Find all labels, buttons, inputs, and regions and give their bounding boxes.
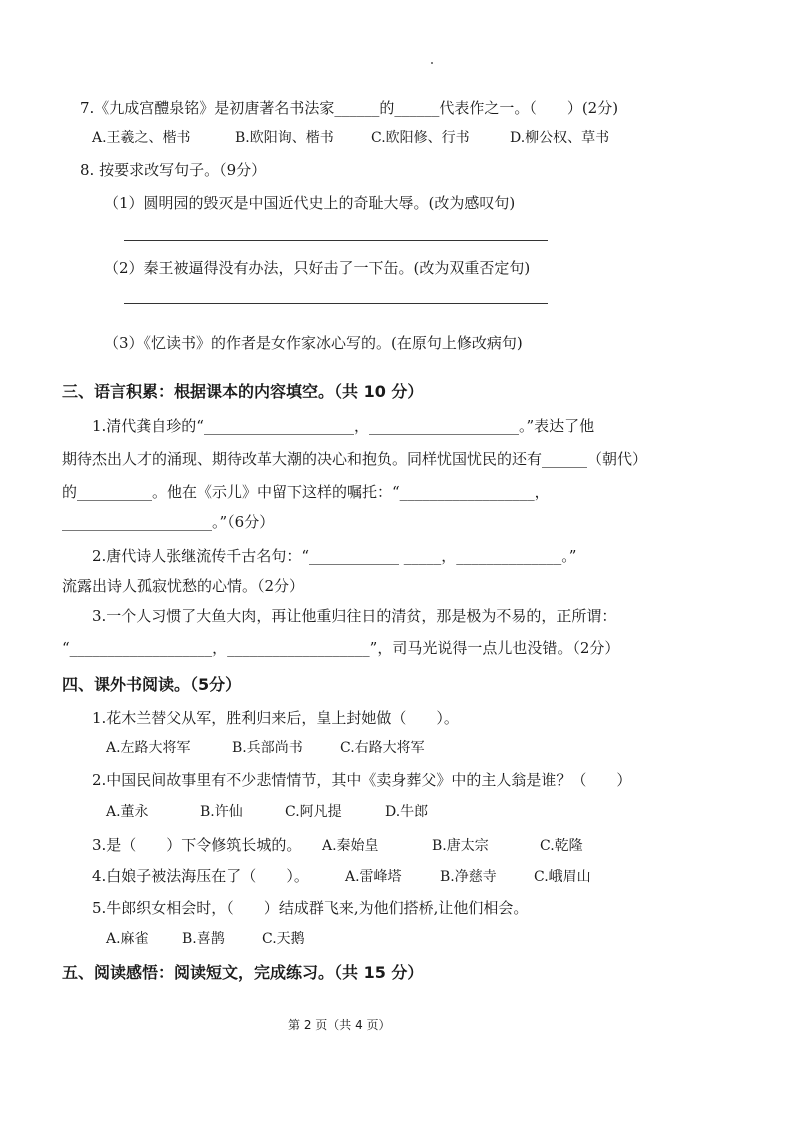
s4-q5-option-b: B.喜鹊 (182, 931, 225, 947)
q7-option-b: B.欧阳询、楷书 (235, 130, 334, 146)
s3-q2-line-2: 流露出诗人孤寂忧愁的心情。（2分） (62, 577, 305, 595)
s3-q1-line-4: ____________________。”（6分） (62, 513, 275, 531)
section-3-heading: 三、语言积累：根据课本的内容填空。（共 10 分） (62, 382, 424, 401)
s3-q3-line-2: “___________________，___________________”，司马光说得一点儿也没错。（2分） (62, 639, 620, 657)
s4-q4-option-b: B.净慈寺 (440, 869, 497, 885)
q8-item-1: （1）圆明园的毁灭是中国近代史上的奇耻大辱。(改为感叹句) (104, 194, 516, 212)
s4-q1-stem: 1.花木兰替父从军，胜利归来后，皇上封她做（ ）。 (92, 709, 459, 727)
q7-option-d: D.柳公权、草书 (510, 130, 610, 146)
q8-item-2: （2）秦王被逼得没有办法，只好击了一下缶。(改为双重否定句) (104, 259, 531, 277)
s4-q3-option-c: C.乾隆 (540, 838, 583, 854)
q8-stem: 8. 按要求改写句子。（9分） (80, 161, 267, 179)
s4-q5-option-a: A.麻雀 (106, 931, 149, 947)
s4-q2-option-c: C.阿凡提 (285, 804, 342, 820)
s4-q2-option-d: D.牛郎 (385, 804, 429, 820)
scan-speck (431, 62, 433, 64)
q7-option-c: C.欧阳修、行书 (371, 130, 470, 146)
s4-q2-option-a: A.董永 (106, 804, 149, 820)
s3-q1-line-1: 1.清代龚自珍的“____________________，____________________。”表达了他 (92, 417, 595, 435)
s3-q3-line-1: 3.一个人习惯了大鱼大肉，再让他重归往日的清贫，那是极为不易的，正所谓： (92, 607, 617, 625)
q8-answer-line-2[interactable] (124, 303, 548, 304)
page-footer: 第 2 页（共 4 页） (288, 1018, 391, 1032)
s4-q1-option-a: A.左路大将军 (106, 740, 191, 756)
q7-stem: 7.《九成宫醴泉铭》是初唐著名书法家______的______代表作之一。（ ）(2分) (80, 99, 619, 117)
s3-q2-line-1: 2.唐代诗人张继流传千古名句：“____________ _____，______________。” (92, 547, 577, 565)
q8-answer-line-1[interactable] (124, 240, 548, 241)
section-5-heading: 五、阅读感悟：阅读短文，完成练习。（共 15 分） (62, 963, 424, 982)
s4-q1-option-b: B.兵部尚书 (232, 740, 303, 756)
s4-q2-option-b: B.许仙 (200, 804, 243, 820)
q8-item-3: （3）《忆读书》的作者是女作家冰心写的。(在原句上修改病句) (104, 334, 523, 352)
s4-q3-option-b: B.唐太宗 (432, 838, 489, 854)
s4-q4-option-a: A.雷峰塔 (345, 869, 402, 885)
s4-q4-option-c: C.峨眉山 (534, 869, 591, 885)
s4-q5-option-c: C.天鹅 (262, 931, 305, 947)
q7-option-a: A.王羲之、楷书 (92, 130, 191, 146)
s4-q3-stem: 3.是（ ）下令修筑长城的。 (92, 836, 302, 854)
s3-q1-line-3: 的__________。他在《示儿》中留下这样的嘱托：“__________________， (62, 483, 550, 501)
s4-q2-stem: 2.中国民间故事里有不少悲情情节，其中《卖身葬父》中的主人翁是谁？（ ） (92, 771, 632, 789)
s4-q5-stem: 5.牛郎织女相会时，（ ）结成群飞来,为他们搭桥,让他们相会。 (92, 899, 529, 917)
s4-q3-option-a: A.秦始皇 (322, 838, 379, 854)
s4-q1-option-c: C.右路大将军 (340, 740, 425, 756)
section-4-heading: 四、课外书阅读。（5分） (62, 675, 242, 694)
s4-q4-stem: 4.白娘子被法海压在了（ ）。 (92, 867, 309, 885)
s3-q1-line-2: 期待杰出人才的涌现、期待改革大潮的决心和抱负。同样忧国忧民的还有______（朝代） (62, 450, 648, 468)
